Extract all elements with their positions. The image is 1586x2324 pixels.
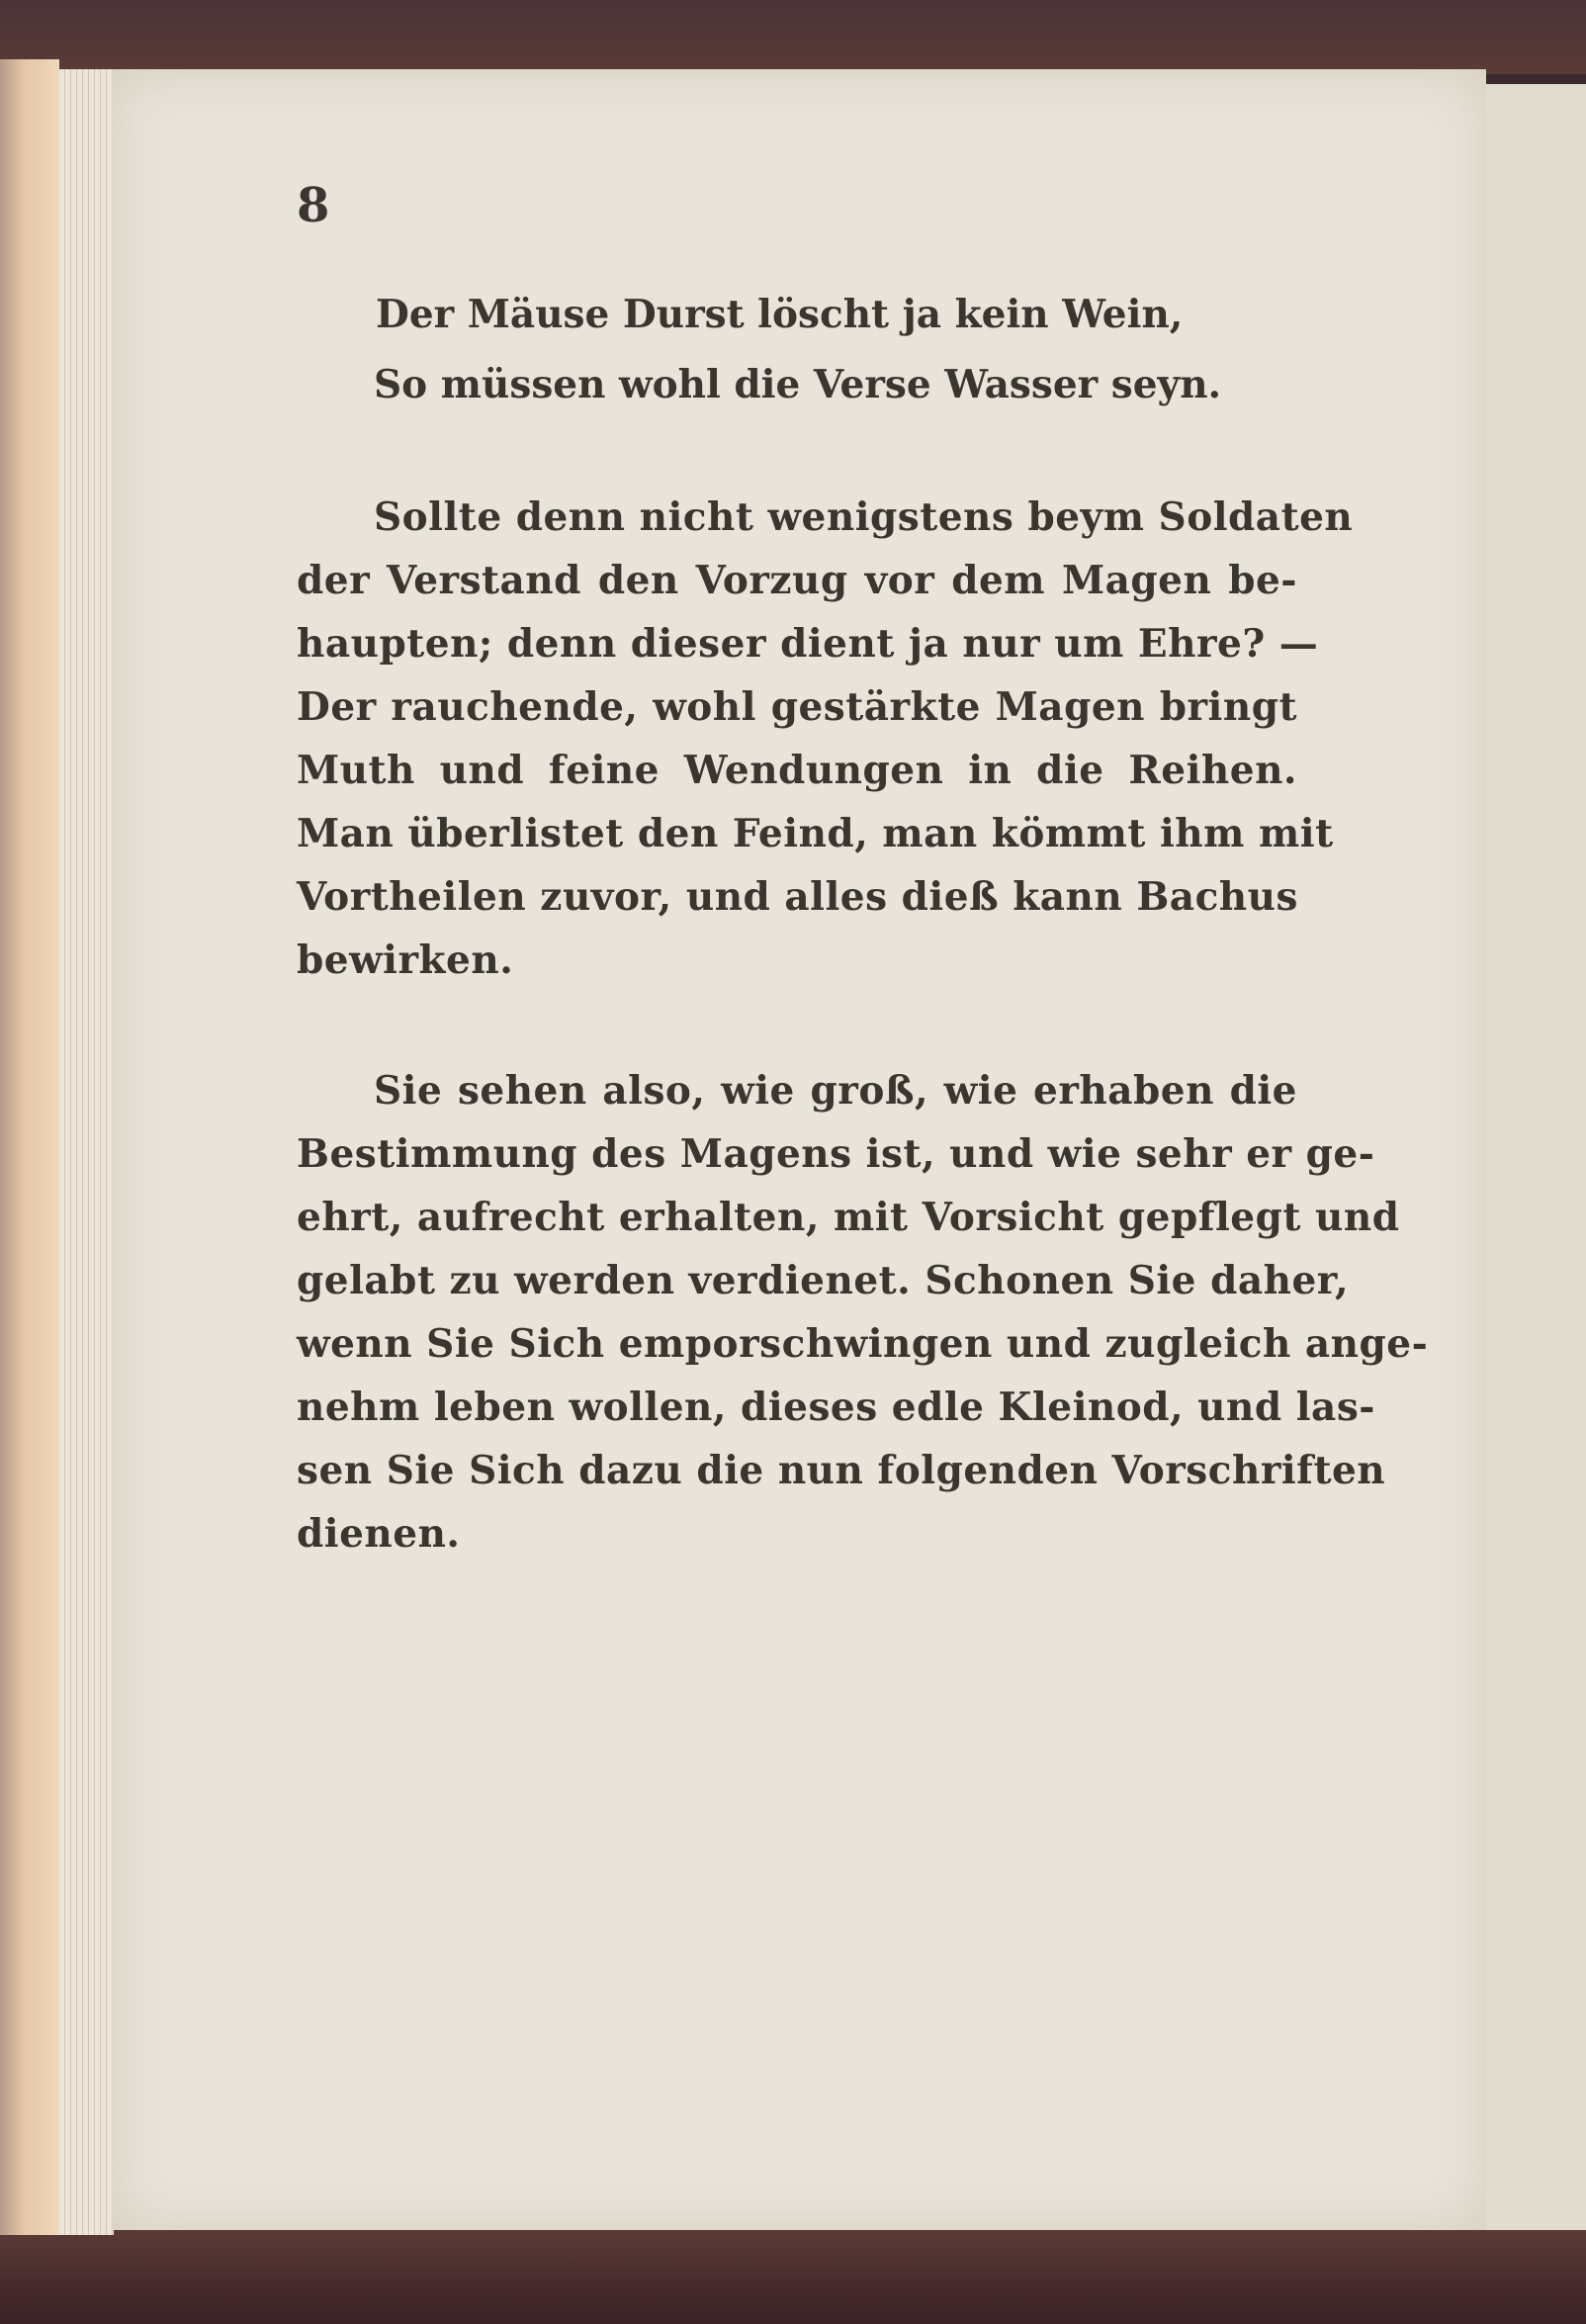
book-binding-top [0, 0, 1586, 74]
paragraph-2-line: gelabt zu werden verdienet. Schonen Sie daher, [297, 1258, 1350, 1303]
next-page-edge [1483, 84, 1586, 2230]
paragraph-1-line: haupten; denn dieser dient ja nur um Ehre? — [297, 621, 1319, 667]
paragraph-2-line: ehrt, aufrecht erhalten, mit Vorsicht gepflegt und [297, 1195, 1400, 1240]
paragraph-2-line: wenn Sie Sich emporschwingen und zugleich ange- [297, 1321, 1429, 1367]
paragraph-1-line: Vortheilen zuvor, und alles dieß kann Bachus [297, 874, 1298, 920]
paragraph-1-line: Man überlistet den Feind, man kömmt ihm mit [297, 811, 1334, 856]
page-stack-edges [59, 69, 114, 2235]
paragraph-1-line: der Verstand den Vorzug vor dem Magen be- [297, 558, 1297, 603]
paragraph-1-line: Der rauchende, wohl gestärkte Magen bringt [297, 684, 1297, 730]
paragraph-2-line: nehm leben wollen, dieses edle Kleinod, und las- [297, 1385, 1375, 1430]
page-number: 8 [297, 178, 330, 233]
paragraph-1-line: Sollte denn nicht wenigstens beym Soldaten [374, 494, 1354, 540]
book-cover-edge [0, 59, 59, 2235]
paragraph-1-line: bewirken. [297, 938, 514, 983]
verse-line: Der Mäuse Durst löscht ja kein Wein, [376, 292, 1184, 337]
verse-line: So müssen wohl die Verse Wasser seyn. [374, 362, 1222, 407]
paragraph-2-line: dienen. [297, 1511, 461, 1557]
paragraph-2-line: Sie sehen also, wie groß, wie erhaben die [374, 1068, 1297, 1114]
paragraph-1-line: Muth und feine Wendungen in die Reihen. [297, 748, 1297, 793]
paragraph-2-line: sen Sie Sich dazu die nun folgenden Vorschriften [297, 1448, 1386, 1493]
paragraph-2-line: Bestimmung des Magens ist, und wie sehr er ge- [297, 1131, 1375, 1177]
book-binding-bottom [0, 2230, 1586, 2324]
